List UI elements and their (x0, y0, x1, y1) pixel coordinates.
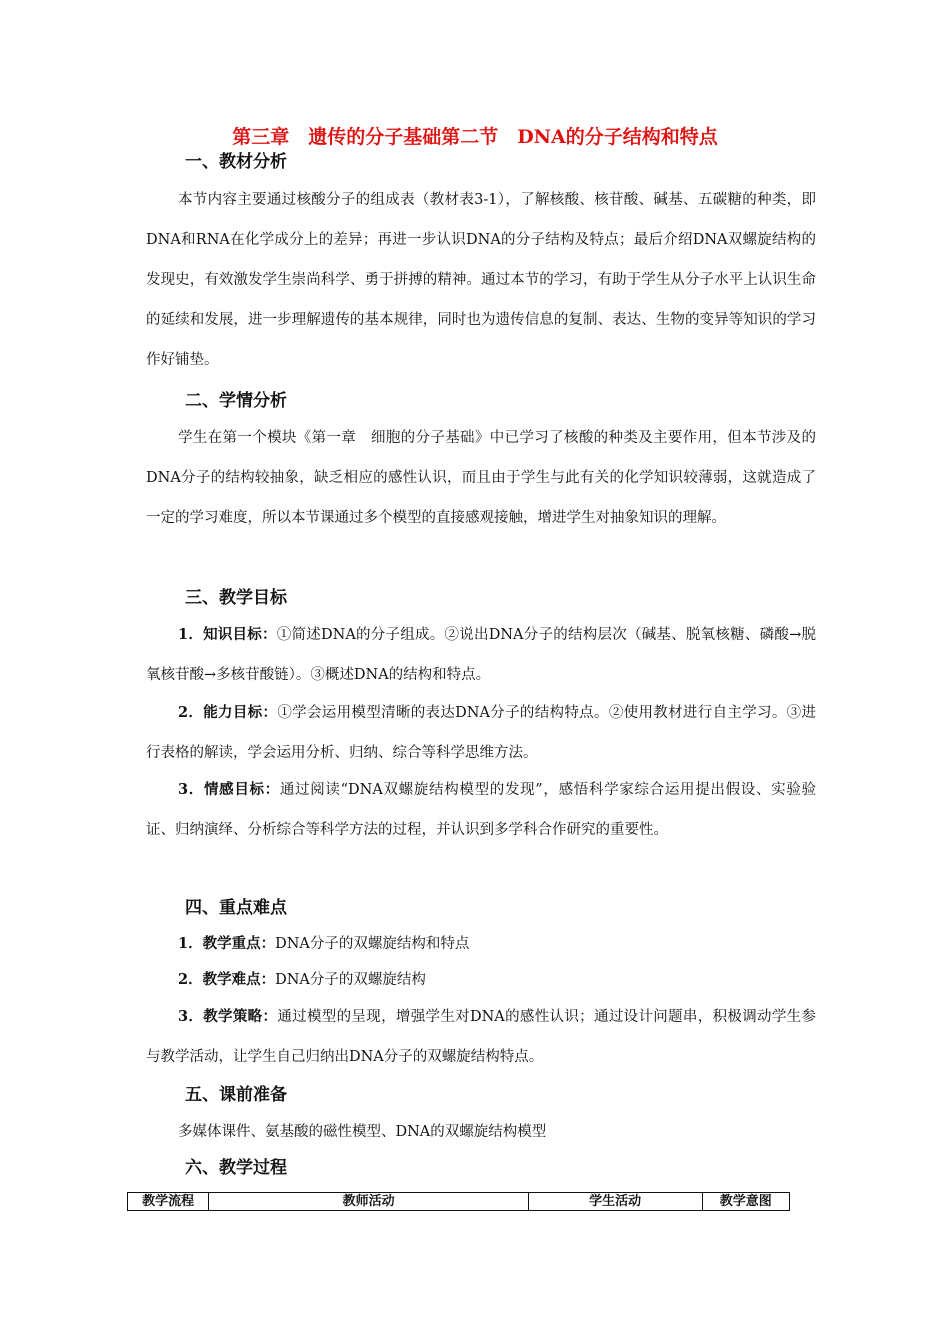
table-header-row (128, 1193, 790, 1211)
document-title: 第三章 遗传的分子基础第二节 DNA的分子结构和特点 (232, 126, 718, 148)
keypoint-difficulty-label: 2．教学难点： (178, 971, 276, 988)
goal-ability-label: 2．能力目标： (178, 704, 278, 721)
goal-emotion-label: 3．情感目标： (178, 781, 280, 798)
section-heading-process: 六、教学过程 (185, 1158, 287, 1178)
teaching-process-table (127, 1192, 790, 1211)
goal-emotion-text: 通过阅读“DNA双螺旋结构模型的发现”，感悟科学家综合运用提出假设、实验验证、归纳演绎、分析综合等科学方法的过程，并认识到多学科合作研究的重要性。 (146, 782, 817, 838)
keypoint-difficulty (178, 968, 426, 992)
section-text-students: 学生在第一个模块《第一章 细胞的分子基础》中已学习了核酸的种类及主要作用，但本节涉及的DNA分子的结构较抽象，缺乏相应的感性认识，而且由于学生与此有关的化学知识较薄弱，这就造成了一定的学习难度，所以本节课通过多个模型的直接感观接触，增进学生对抽象知识的理解。 (146, 430, 816, 526)
keypoint-strategy-text: 通过模型的呈现，增强学生对DNA的感性认识；通过设计问题串，积极调动学生参与教学活动，让学生自己归纳出DNA分子的双螺旋结构特点。 (146, 1009, 816, 1065)
table-header-cell: 教学意图 (702, 1193, 789, 1211)
section-text-materials: 本节内容主要通过核酸分子的组成表（教材表3-1），了解核酸、核苷酸、碱基、五碳糖的种类，即DNA和RNA在化学成分上的差异；再进一步认识DNA的分子结构及特点；最后介绍DNA双螺旋结构的发现史，有效激发学生崇尚科学、勇于拼搏的精神。通过本节的学习，有助于学生从分子水平上认识生命的延续和发展，进一步理解遗传的基本规律，同时也为遗传信息的复制、表达、生物的变异等知识的学习作好铺垫。 (146, 192, 816, 368)
keypoint-strategy (146, 997, 816, 1077)
section-text-preparation: 多媒体课件、氨基酸的磁性模型、DNA的双螺旋结构模型 (178, 1124, 547, 1140)
goal-emotion (146, 770, 816, 850)
table-header-cell: 教师活动 (209, 1193, 528, 1211)
keypoint-strategy-label: 3．教学策略： (178, 1008, 278, 1025)
keypoint-focus-label: 1．教学重点： (178, 935, 276, 952)
goal-knowledge (146, 615, 816, 695)
goal-ability (146, 693, 816, 773)
table-header-cell: 学生活动 (528, 1193, 702, 1211)
section-heading-preparation: 五、课前准备 (185, 1085, 287, 1105)
goal-ability-text: ①学会运用模型清晰的表达DNA分子的结构特点。②使用教材进行自主学习。③进行表格的解读，学会运用分析、归纳、综合等科学思维方法。 (146, 705, 816, 761)
table-header-cell: 教学流程 (128, 1193, 209, 1211)
goal-knowledge-label: 1．知识目标： (178, 626, 277, 643)
section-heading-materials: 一、教材分析 (185, 152, 287, 172)
section-heading-students: 二、学情分析 (185, 391, 287, 411)
keypoint-difficulty-text: DNA分子的双螺旋结构 (275, 972, 426, 988)
goal-knowledge-text: ①简述DNA的分子组成。②说出DNA分子的结构层次（碱基、脱氧核糖、磷酸→脱氧核苷酸→多核苷酸链）。③概述DNA的结构和特点。 (146, 627, 817, 683)
keypoint-focus-text: DNA分子的双螺旋结构和特点 (275, 936, 470, 952)
section-heading-keypoints: 四、重点难点 (185, 898, 287, 918)
keypoint-focus (178, 932, 469, 956)
section-heading-goals: 三、教学目标 (185, 588, 287, 608)
